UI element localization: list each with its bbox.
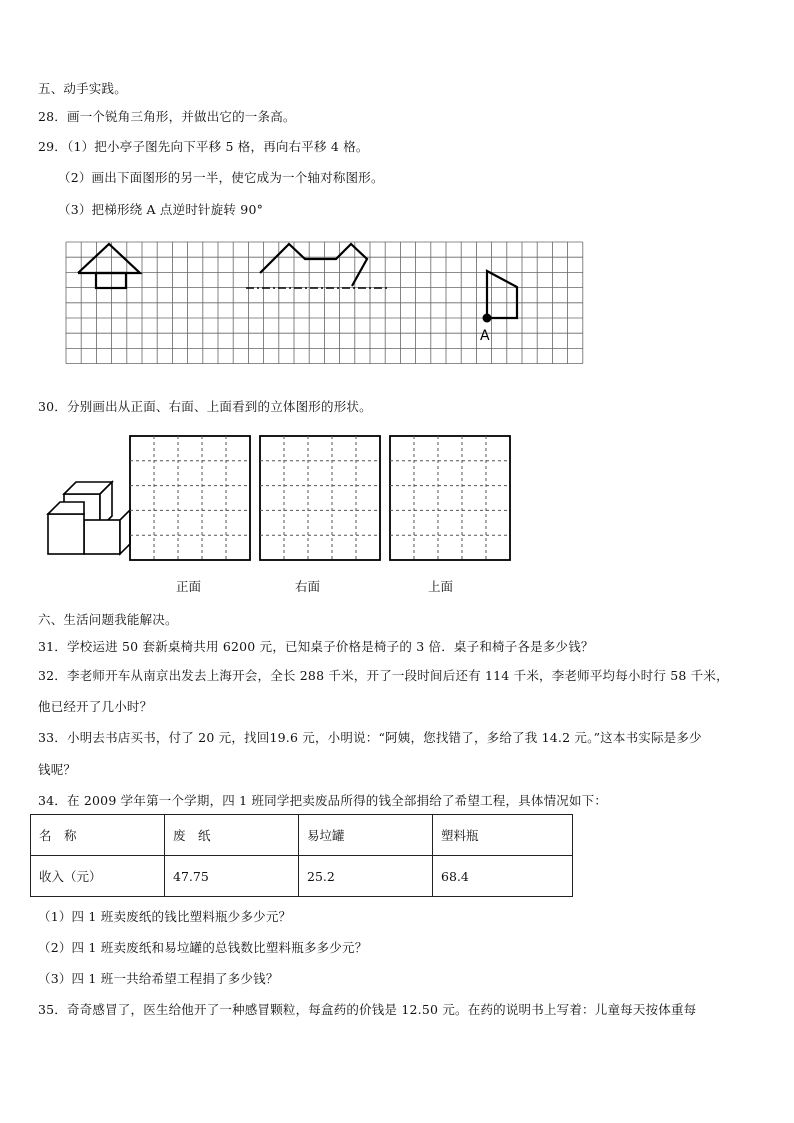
view-grid-top [390,436,510,560]
table-cell: 易垃罐 [299,815,433,856]
table-cell: 收入（元） [31,856,165,897]
question-34-sub3: （3）四 1 班一共给希望工程捐了多少钱？ [38,971,279,986]
view-grid-right [260,436,380,560]
grid-lines [66,242,583,364]
question-29-part3: （3）把梯形绕 A 点逆时针旋转 90° [58,202,264,217]
table-cell: 废 纸 [165,815,299,856]
point-a-marker [483,314,492,323]
question-28: 28．画一个锐角三角形，并做出它的一条高。 [38,109,296,124]
question-29-part1: 29．（1）把小亭子图先向下平移 5 格，再向右平移 4 格。 [38,139,369,154]
question-29-part2: （2）画出下面图形的另一半，使它成为一个轴对称图形。 [58,170,384,185]
view-grids [128,434,513,562]
question-35: 35．奇奇感冒了，医生给他开了一种感冒颗粒，每盒药的价钱是 12.50 元。在药的说明书上写着：儿童每天按体重每 [38,1002,697,1017]
question-34-sub1: （1）四 1 班卖废纸的钱比塑料瓶少多少元？ [38,909,292,924]
view-grid-front [130,436,250,560]
label-right-view: 右面 [295,579,321,594]
point-a-label: A [480,328,490,344]
question-30: 30．分别画出从正面、右面、上面看到的立体图形的形状。 [38,399,372,414]
cube-stack-figure [44,480,134,560]
income-table [30,814,573,897]
question-33-line2: 钱呢？ [38,762,77,777]
section5-heading: 五、动手实践。 [38,81,127,96]
question-31: 31．学校运进 50 套新桌椅共用 6200 元，已知桌子价格是椅子的 3 倍．桌子和椅子各是多少钱？ [38,639,594,654]
table-cell: 25.2 [299,856,433,897]
label-top-view: 上面 [428,579,454,594]
table-cell: 名 称 [31,815,165,856]
table-cell: 47.75 [165,856,299,897]
question-32-line1: 32．李老师开车从南京出发去上海开会，全长 288 千米，开了一段时间后还有 114 千米，李老师平均每小时行 58 千米， [38,668,729,683]
half-figure-shape [246,244,389,288]
question-33-line1: 33．小明去书店买书，付了 20 元，找回19.6 元，小明说：“阿姨，您找错了，多给了我 14.2 元。”这本书实际是多少 [38,730,702,745]
table-row [31,856,573,897]
section6-heading: 六、生活问题我能解决。 [38,612,178,627]
question-34: 34．在 2009 学年第一个学期，四 1 班同学把卖废品所得的钱全部捐给了希望工程，具体情况如下： [38,793,608,808]
table-row [31,815,573,856]
table-cell: 塑料瓶 [433,815,573,856]
q29-grid-figure [64,240,584,366]
question-34-sub2: （2）四 1 班卖废纸和易垃罐的总钱数比塑料瓶多多少元？ [38,940,368,955]
question-32-line2: 他已经开了几小时？ [38,699,153,714]
table-cell: 68.4 [433,856,573,897]
label-front-view: 正面 [176,579,202,594]
pavilion-shape [78,244,140,288]
